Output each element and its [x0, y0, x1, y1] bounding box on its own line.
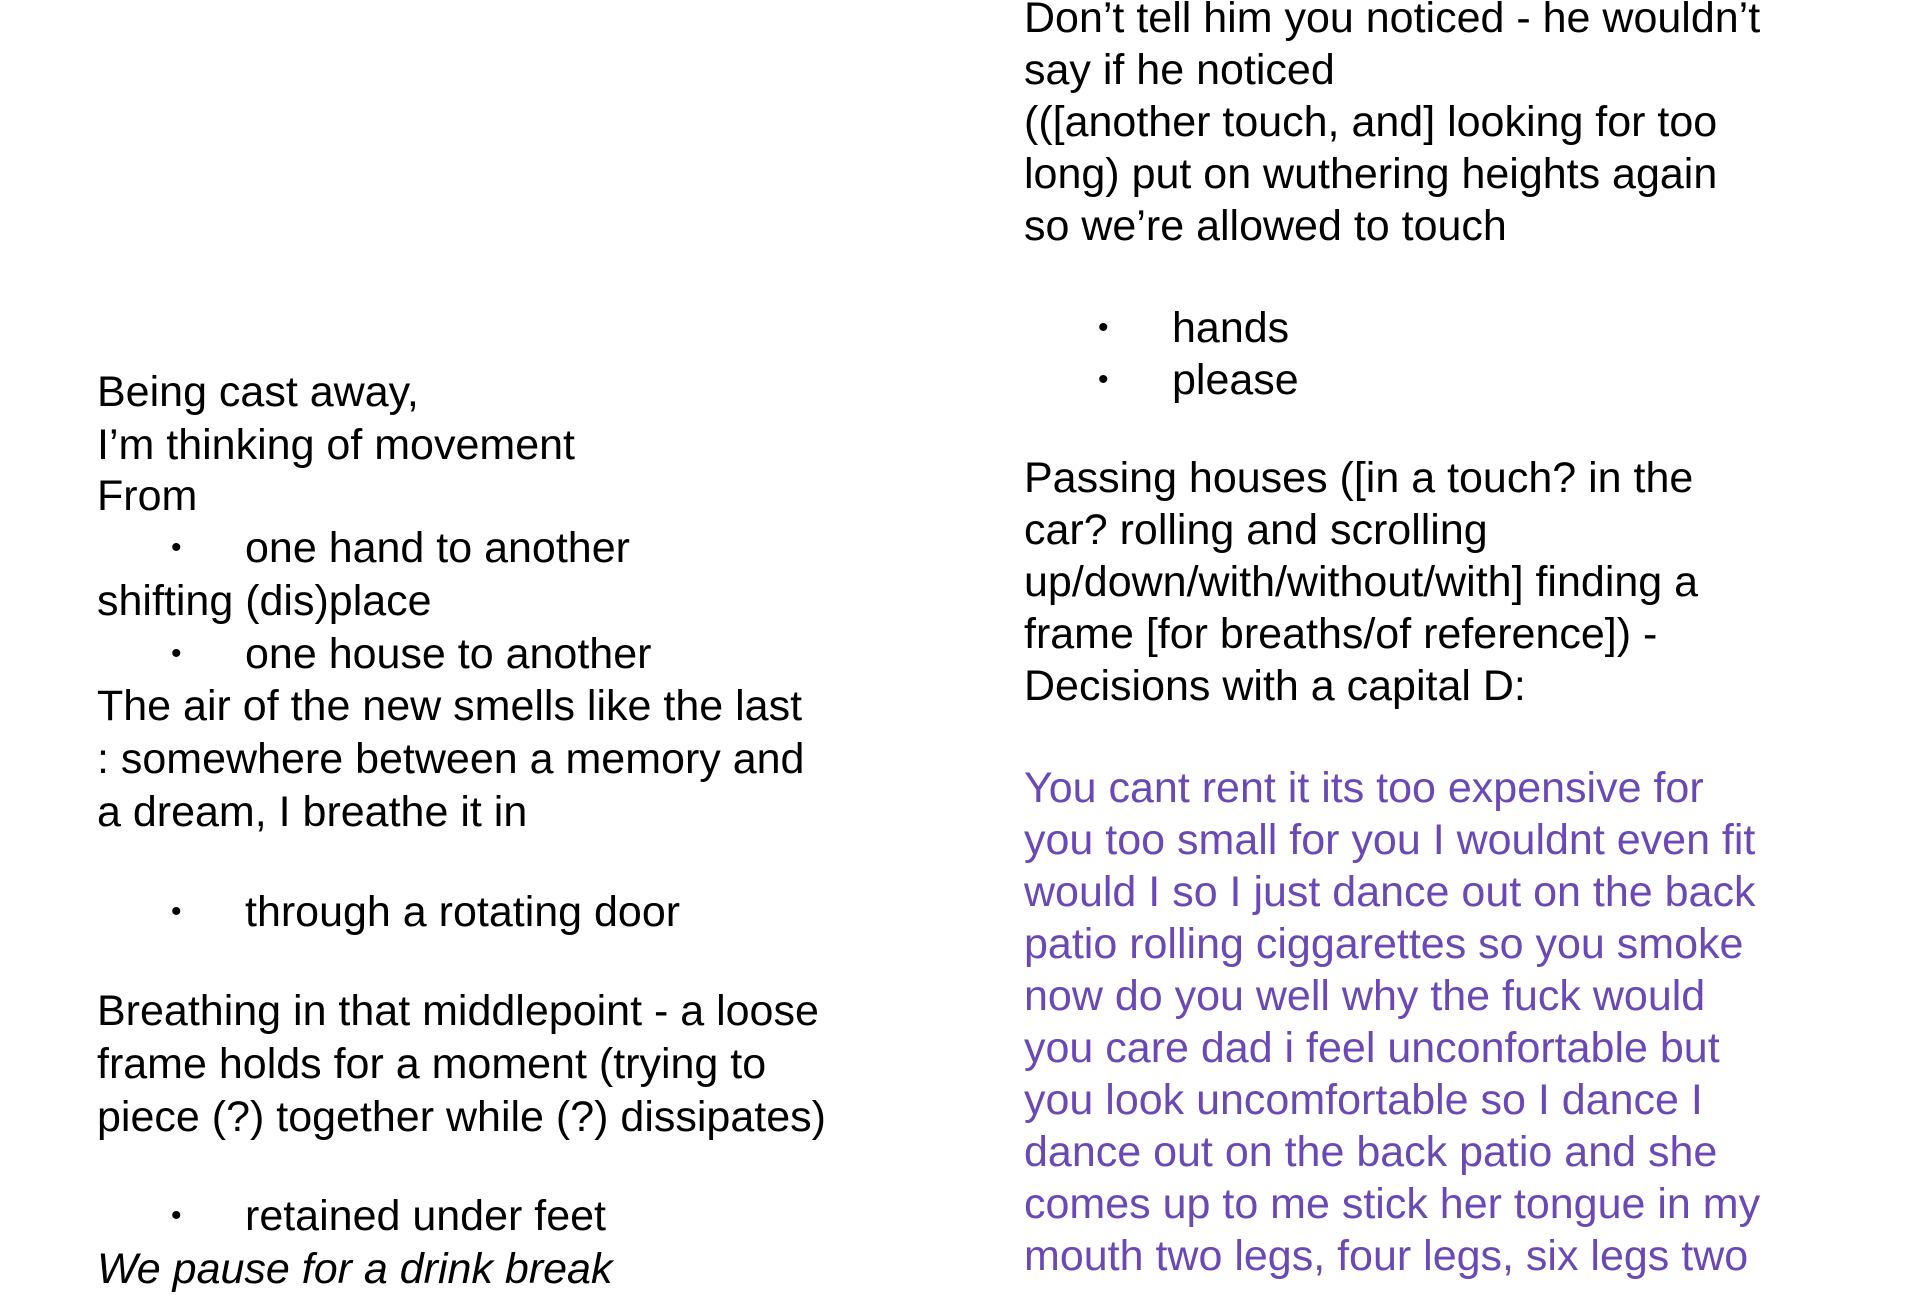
poem-line: Decisions with a capital D: [1024, 662, 1526, 710]
bullet-text: one hand to another [245, 524, 630, 572]
poem-line: a dream, I breathe it in [97, 788, 528, 836]
poem-line: Being cast away, [97, 368, 419, 416]
bullet-icon: • [171, 895, 182, 928]
bullet-text: retained under feet [245, 1192, 606, 1240]
bullet-text: one house to another [245, 630, 652, 678]
purple-line: you look uncomfortable so I dance I [1024, 1076, 1703, 1124]
poem-line: piece (?) together while (?) dissipates) [97, 1093, 826, 1141]
bullet-text: please [1172, 356, 1299, 404]
poem-line: frame holds for a moment (trying to [97, 1040, 767, 1088]
purple-line: would I so I just dance out on the back [1024, 868, 1756, 916]
purple-line: dance out on the back patio and she [1024, 1128, 1718, 1176]
purple-line: mouth two legs, four legs, six legs two [1024, 1232, 1749, 1280]
purple-line: now do you well why the fuck would [1024, 972, 1706, 1020]
italic-line: We pause for a drink break [97, 1245, 613, 1293]
bullet-icon: • [171, 1199, 182, 1232]
poem-line: frame [for breaths/of reference]) - [1024, 610, 1658, 658]
bullet-icon: • [1098, 363, 1109, 396]
poem-line: say if he noticed [1024, 46, 1335, 94]
bullet-icon: • [171, 637, 182, 670]
bullet-icon: • [171, 531, 182, 564]
purple-line: you too small for you I wouldnt even fit [1024, 816, 1756, 864]
poem-line: long) put on wuthering heights again [1024, 150, 1718, 198]
purple-line: patio rolling ciggarettes so you smoke [1024, 920, 1744, 968]
poem-line: From [97, 472, 198, 520]
bullet-text: through a rotating door [245, 888, 681, 936]
poem-line: (([another touch, and] looking for too [1024, 98, 1718, 146]
poem-line: car? rolling and scrolling [1024, 506, 1488, 554]
poem-line: Passing houses ([in a touch? in the [1024, 454, 1694, 502]
poem-line: : somewhere between a memory and [97, 735, 805, 783]
purple-line: You cant rent it its too expensive for [1024, 764, 1704, 812]
poem-line: so we’re allowed to touch [1024, 202, 1507, 250]
bullet-icon: • [1098, 311, 1109, 344]
poem-line: shifting (dis)place [97, 577, 432, 625]
bullet-text: hands [1172, 304, 1290, 352]
poem-line: Don’t tell him you noticed - he wouldn’t [1024, 0, 1761, 42]
poem-line: The air of the new smells like the last [97, 682, 803, 730]
purple-line: comes up to me stick her tongue in my [1024, 1180, 1761, 1228]
poem-line: I’m thinking of movement [97, 421, 575, 469]
purple-line: you care dad i feel unconfortable but [1024, 1024, 1720, 1072]
poem-line: up/down/with/without/with] finding a [1024, 558, 1699, 606]
poem-line: Breathing in that middlepoint - a loose [97, 987, 819, 1035]
